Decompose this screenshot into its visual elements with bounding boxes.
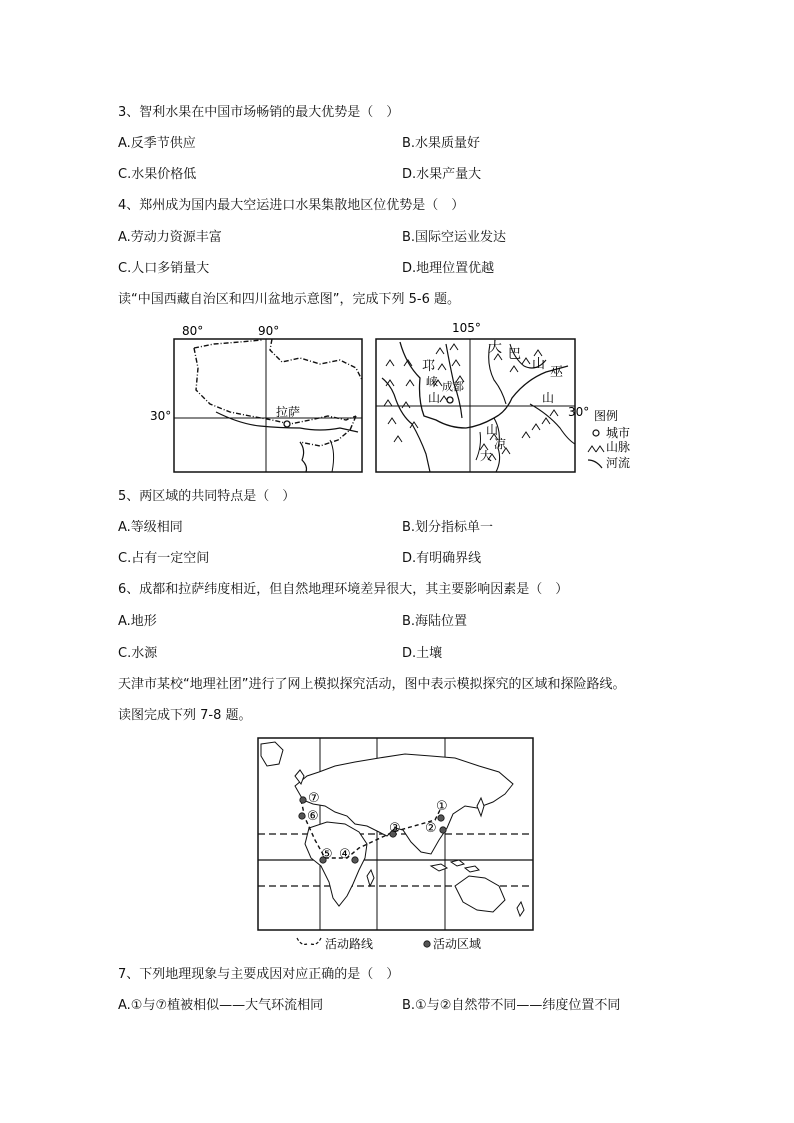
- legend-city-icon: [593, 430, 599, 436]
- q4-option-c: C.人口多销量大: [118, 261, 210, 276]
- q6-option-a: A.地形: [118, 614, 157, 629]
- area-1-dot: [438, 815, 444, 821]
- marker-4: ④: [339, 847, 351, 862]
- legend-city-label: 城市: [606, 426, 631, 440]
- daliang-char-2: 凉: [494, 437, 507, 451]
- area-4-dot: [352, 857, 358, 863]
- area-2-dot: [440, 827, 446, 833]
- q3-option-b: B.水果质量好: [402, 136, 481, 151]
- wushan-char-2: 山: [542, 391, 555, 405]
- intro-5-6: 读“中国西藏自治区和四川盆地示意图”，完成下列 5-6 题。: [118, 292, 460, 307]
- q5-option-a: A.等级相同: [118, 520, 183, 535]
- q6-option-d: D.土壤: [402, 646, 443, 661]
- tibet-sichuan-map-figure: [150, 320, 650, 475]
- q3-option-d: D.水果产量大: [402, 167, 482, 182]
- chengdu-label: 成都: [442, 380, 464, 393]
- daliang-char-3: 大: [480, 449, 493, 463]
- q4-option-d: D.地理位置优越: [402, 261, 495, 276]
- lhasa-label: 拉萨: [276, 405, 301, 419]
- daba-char-2: 巴: [508, 347, 522, 362]
- legend-route-label: 活动路线: [325, 937, 374, 951]
- legend-title: 图例: [594, 409, 619, 423]
- daba-char-1: 大: [488, 340, 502, 356]
- q7-stem: 7、下列地理现象与主要成因对应正确的是（ ）: [118, 967, 400, 982]
- legend-route-icon: [297, 938, 321, 944]
- qionglai-char-3: 山: [428, 391, 441, 405]
- daliang-char-1: 山: [486, 423, 499, 437]
- q4-option-a: A.劳动力资源丰富: [118, 230, 222, 245]
- area-6-dot: [299, 813, 305, 819]
- q5-option-b: B.划分指标单一: [402, 520, 494, 535]
- daba-char-3: 山: [532, 357, 546, 372]
- q6-option-c: C.水源: [118, 646, 158, 661]
- q5-stem: 5、两区域的共同特点是（ ）: [118, 489, 296, 504]
- q3-option-c: C.水果价格低: [118, 167, 197, 182]
- q6-option-b: B.海陆位置: [402, 614, 468, 629]
- q4-stem: 4、郑州成为国内最大空运进口水果集散地区位优势是（ ）: [118, 198, 465, 213]
- legend-mountain-label: 山脉: [606, 440, 631, 454]
- q5-option-d: D.有明确界线: [402, 551, 482, 566]
- area-7-dot: [300, 797, 306, 803]
- map-legend: [588, 408, 630, 470]
- q7-option-b: B.①与②自然带不同——纬度位置不同: [402, 998, 621, 1013]
- chengdu-city-marker: [447, 397, 453, 403]
- marker-5: ⑤: [321, 847, 333, 862]
- q4-option-b: B.国际空运业发达: [402, 230, 507, 245]
- lat-30-left-label: 30°: [150, 409, 172, 423]
- sichuan-basin-map: [376, 321, 589, 472]
- marker-2: ②: [425, 821, 437, 836]
- legend-mountain-icon: [588, 446, 604, 452]
- route-map-legend: [297, 936, 481, 951]
- tibet-map: [150, 324, 362, 472]
- q3-option-a: A.反季节供应: [118, 136, 196, 151]
- legend-area-label: 活动区域: [433, 937, 482, 951]
- q3-stem: 3、智利水果在中国市场畅销的最大优势是（ ）: [118, 105, 400, 120]
- lon-80-label: 80°: [182, 324, 204, 338]
- q7-option-a: A.①与⑦植被相似——大气环流相同: [118, 998, 324, 1013]
- marker-6: ⑥: [307, 809, 319, 824]
- intro-7-8-line1: 天津市某校“地理社团”进行了网上模拟探究活动，图中表示模拟探究的区域和探险路线。: [118, 677, 626, 692]
- qionglai-char-1: 邛: [422, 359, 436, 374]
- marker-7: ⑦: [308, 791, 320, 806]
- q6-stem: 6、成都和拉萨纬度相近，但自然地理环境差异很大，其主要影响因素是（ ）: [118, 582, 569, 597]
- legend-river-icon: [588, 460, 602, 468]
- marker-3: ③: [389, 821, 401, 836]
- world-route-map-figure: [255, 736, 537, 956]
- lon-90-label: 90°: [258, 324, 280, 338]
- legend-area-icon: [424, 941, 430, 947]
- lon-105-label: 105°: [452, 321, 481, 335]
- intro-7-8-line2: 读图完成下列 7-8 题。: [118, 708, 252, 723]
- qionglai-char-2: 崃: [426, 375, 439, 389]
- lhasa-city-marker: [284, 421, 290, 427]
- q5-option-c: C.占有一定空间: [118, 551, 210, 566]
- lat-30-right-label: 30°: [568, 405, 590, 419]
- marker-1: ①: [436, 799, 448, 814]
- legend-river-label: 河流: [606, 456, 631, 470]
- wushan-char-1: 巫: [550, 365, 564, 380]
